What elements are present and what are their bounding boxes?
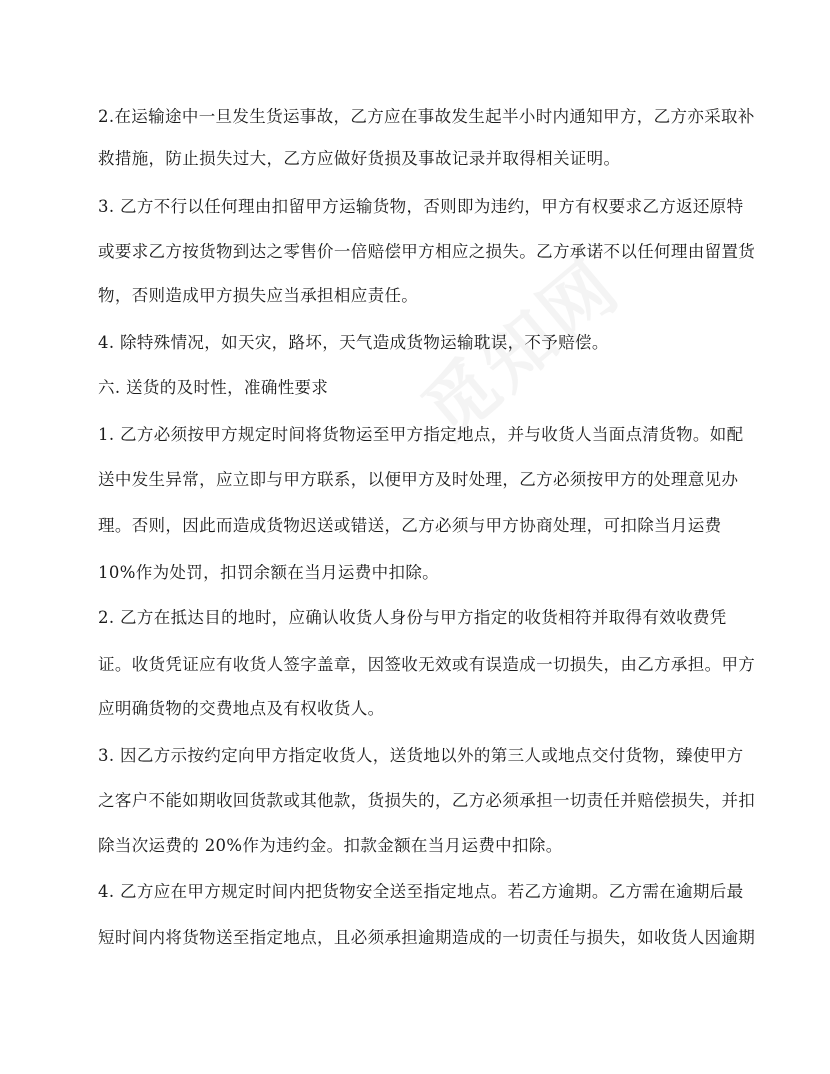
paragraph-line: 应明确货物的交费地点及有权收货人。 — [98, 699, 385, 718]
paragraph-line: 短时间内将货物送至指定地点，且必须承担逾期造成的一切责任与损失，如收货人因逾期 — [98, 928, 756, 947]
paragraph-line: 1. 乙方必须按甲方规定时间将货物运至甲方指定地点，并与收货人当面点清货物。如配 — [98, 425, 744, 444]
paragraph-line: 3. 乙方不行以任何理由扣留甲方运输货物，否则即为违约，甲方有权要求乙方返还原特 — [98, 197, 744, 216]
paragraph-line: 送中发生异常，应立即与甲方联系，以便甲方及时处理，乙方必须按甲方的处理意见办 — [98, 470, 739, 489]
paragraph-line: 证。收货凭证应有收货人签字盖章，因签收无效或有误造成一切损失，由乙方承担。甲方 — [98, 655, 756, 674]
paragraph-line: 4. 乙方应在甲方规定时间内把货物安全送至指定地点。若乙方逾期。乙方需在逾期后最 — [98, 882, 744, 901]
paragraph-line: 除当次运费的 20%作为违约金。扣款金额在当月运费中扣除。 — [98, 836, 563, 855]
paragraph-line: 4. 除特殊情况，如天灾，路坏，天气造成货物运输耽误，不予赔偿。 — [98, 333, 609, 352]
paragraph-line: 10%作为处罚，扣罚余额在当月运费中扣除。 — [98, 563, 440, 582]
paragraph-line: 理。否则，因此而造成货物迟送或错送，乙方必须与甲方协商处理，可扣除当月运费 — [98, 516, 722, 535]
paragraph-line: 2. 乙方在抵达目的地时，应确认收货人身份与甲方指定的收货相符并取得有效收费凭 — [98, 608, 727, 627]
paragraph-line: 救措施，防止损失过大，乙方应做好货损及事故记录并取得相关证明。 — [98, 149, 621, 168]
paragraph-line: 3. 因乙方示按约定向甲方指定收货人，送货地以外的第三人或地点交付货物，臻使甲方 — [98, 746, 744, 765]
section-heading: 六. 送货的及时性，准确性要求 — [98, 378, 329, 397]
paragraph-line: 物，否则造成甲方损失应当承担相应责任。 — [98, 286, 419, 305]
paragraph-line: 2.在运输途中一旦发生货运事故，乙方应在事故发生起半小时内通知甲方，乙方亦采取补 — [98, 107, 755, 126]
paragraph-line: 之客户不能如期收回货款或其他款，货损失的，乙方必须承担一切责任并赔偿损失，并扣 — [98, 791, 756, 810]
paragraph-line: 或要求乙方按货物到达之零售价一倍赔偿甲方相应之损失。乙方承诺不以任何理由留置货 — [98, 242, 756, 261]
